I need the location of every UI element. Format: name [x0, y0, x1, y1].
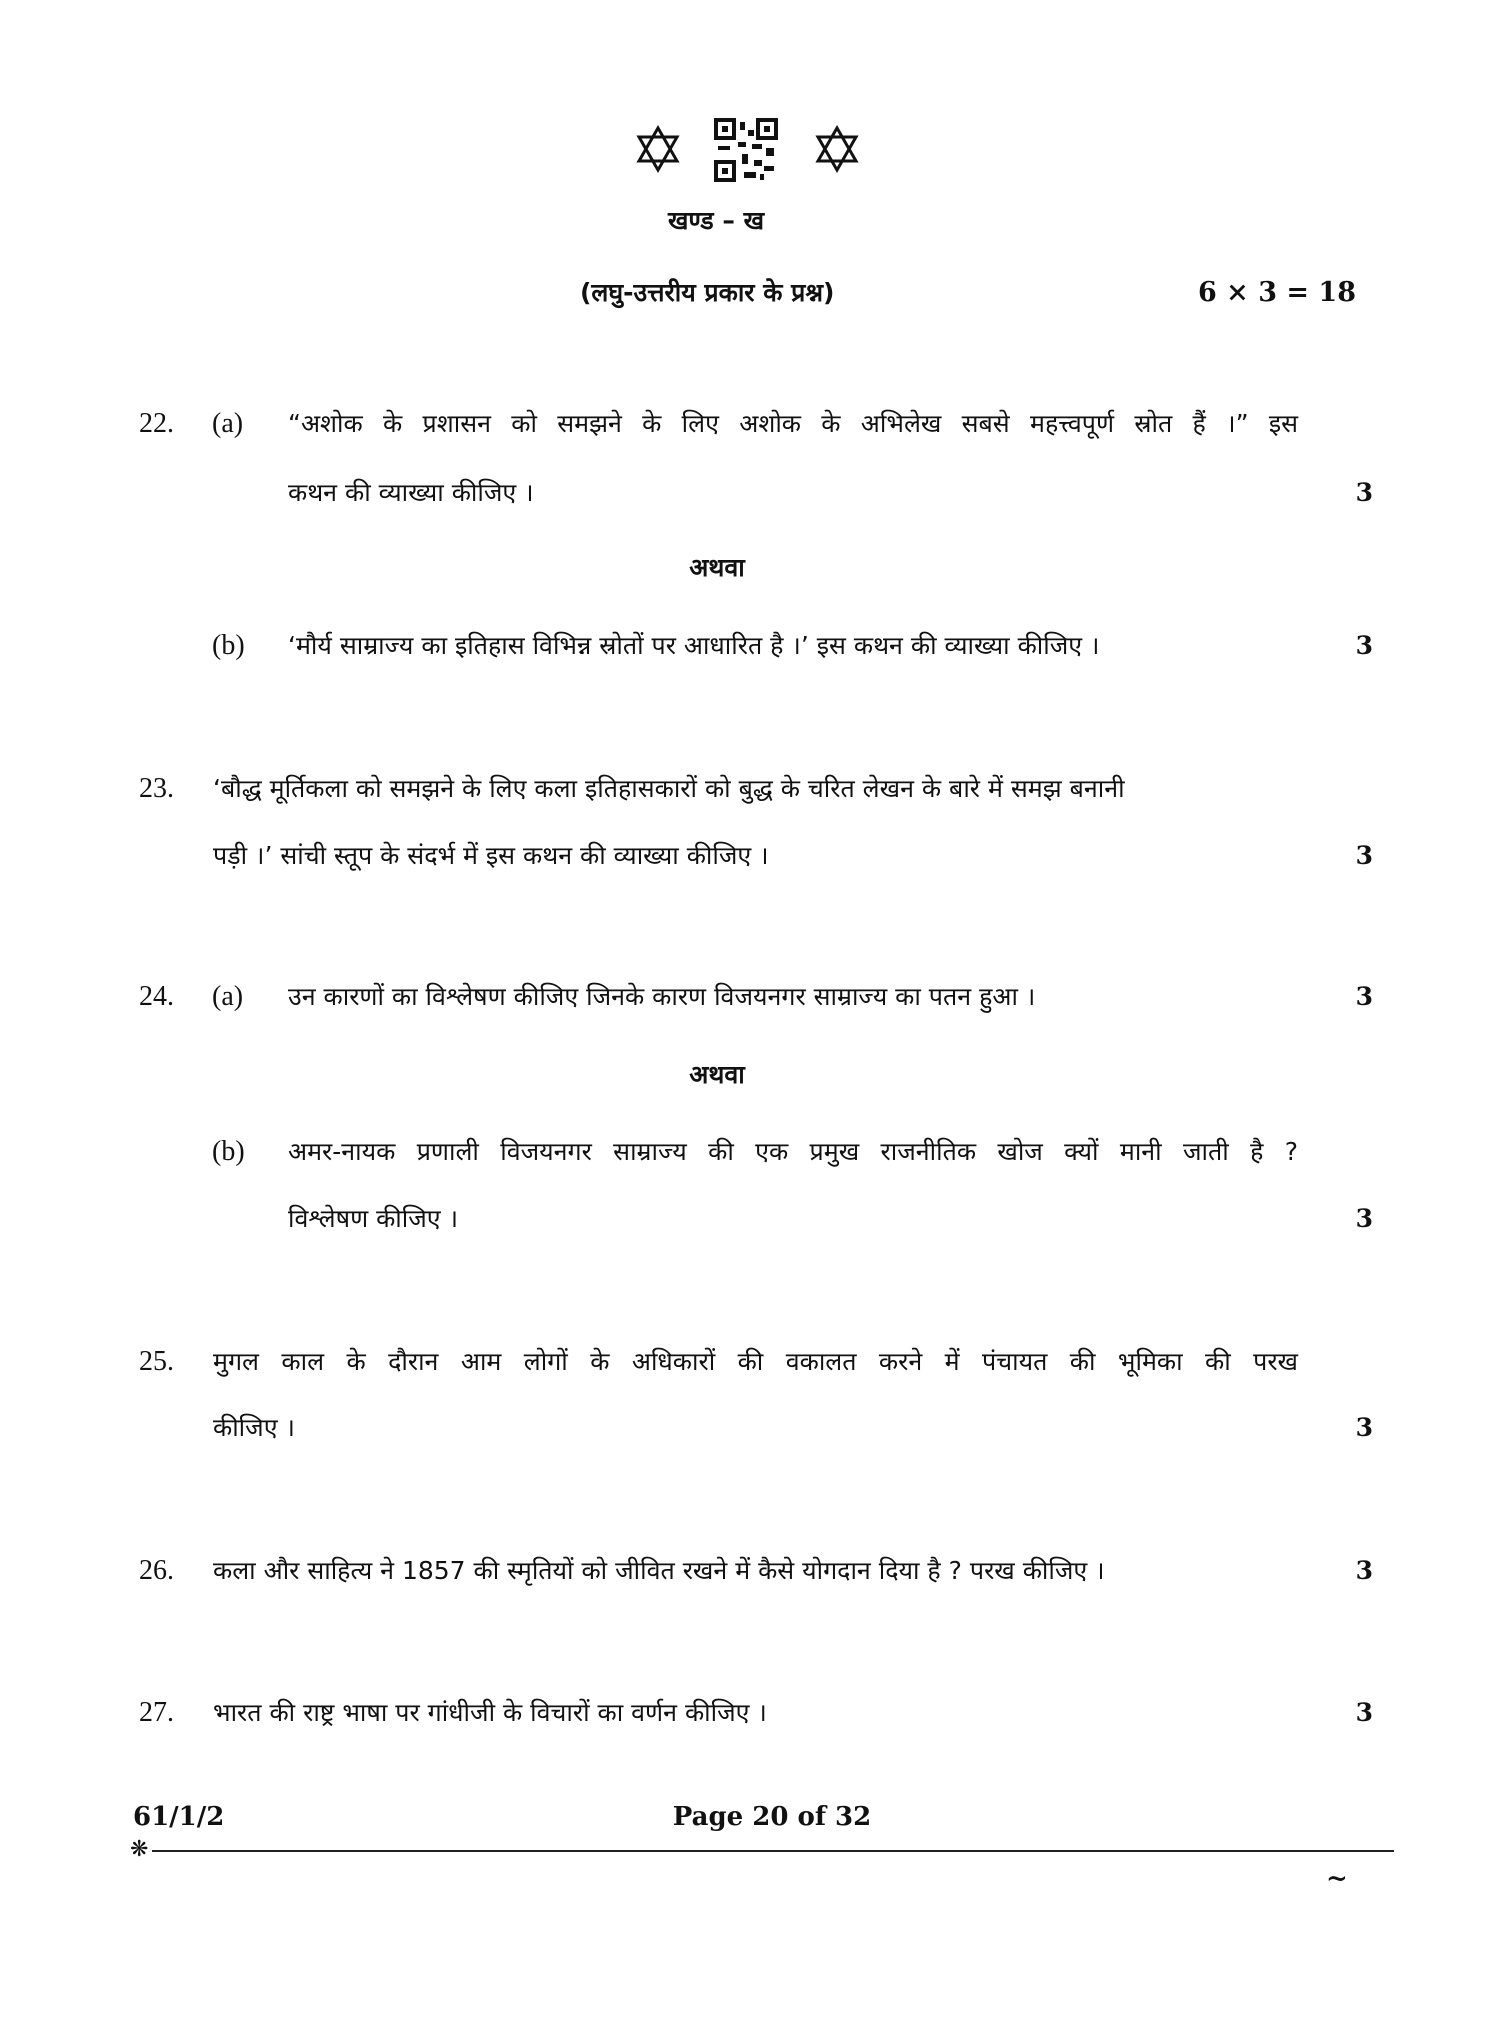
page-number: Page 20 of 32 — [672, 1802, 872, 1832]
or-divider: अथवा — [689, 1060, 745, 1089]
footer-rule — [152, 1850, 1394, 1852]
star-of-david-icon — [636, 125, 680, 173]
question-marks: 3 — [1355, 1556, 1373, 1585]
part-label: (b) — [212, 1136, 245, 1167]
question-text: पड़ी ।’ सांची स्तूप के संदर्भ में इस कथन की व्याख्या कीजिए । — [213, 841, 769, 870]
question-text: कथन की व्याख्या कीजिए । — [288, 478, 534, 507]
question-marks: 3 — [1355, 841, 1373, 870]
question-number: 24. — [139, 981, 174, 1012]
section-subtitle: (लघु-उत्तरीय प्रकार के प्रश्न) — [580, 278, 835, 307]
question-text: कला और साहित्य ने 1857 की स्मृतियों को जीवित रखने में कैसे योगदान दिया है ? परख कीजिए । — [213, 1556, 1105, 1585]
question-marks: 3 — [1355, 982, 1373, 1011]
question-text: ‘मौर्य साम्राज्य का इतिहास विभिन्न स्रोतों पर आधारित है ।’ इस कथन की व्याख्या कीजिए । — [288, 631, 1100, 660]
flower-ornament-icon: ❋ — [130, 1837, 149, 1862]
question-number: 23. — [139, 773, 174, 804]
part-label: (a) — [212, 408, 244, 439]
section-marks: 6 × 3 = 18 — [1198, 277, 1356, 308]
question-marks: 3 — [1355, 1204, 1373, 1233]
or-divider: अथवा — [689, 553, 745, 582]
question-number: 25. — [139, 1346, 174, 1377]
question-text: अमर-नायक प्रणाली विजयनगर साम्राज्य की एक प्रमुख राजनीतिक खोज क्यों मानी जाती है ? — [288, 1137, 1298, 1166]
qr-code-icon — [714, 118, 778, 182]
question-marks: 3 — [1355, 631, 1373, 660]
question-text: “अशोक के प्रशासन को समझने के लिए अशोक के अभिलेख सबसे महत्त्वपूर्ण स्रोत हैं ।” इस — [288, 409, 1298, 438]
question-text: भारत की राष्ट्र भाषा पर गांधीजी के विचारों का वर्णन कीजिए । — [213, 1698, 767, 1727]
question-marks: 3 — [1355, 478, 1373, 507]
question-number: 22. — [139, 408, 174, 439]
paper-code: 61/1/2 — [133, 1802, 225, 1832]
question-text: मुगल काल के दौरान आम लोगों के अधिकारों की वकालत करने में पंचायत की भूमिका की परख — [213, 1347, 1298, 1376]
question-text: उन कारणों का विश्लेषण कीजिए जिनके कारण विजयनगर साम्राज्य का पतन हुआ । — [288, 982, 1036, 1011]
question-text: ‘बौद्ध मूर्तिकला को समझने के लिए कला इतिहासकारों को बुद्ध के चरित लेखन के बारे में समझ बनानी — [213, 774, 1125, 803]
question-marks: 3 — [1355, 1413, 1373, 1442]
question-number: 26. — [139, 1555, 174, 1586]
question-text: कीजिए । — [213, 1413, 295, 1442]
part-label: (a) — [212, 981, 244, 1012]
corner-mark: ~ — [1326, 1864, 1348, 1894]
question-marks: 3 — [1355, 1698, 1373, 1727]
part-label: (b) — [212, 630, 245, 661]
star-of-david-icon — [815, 125, 859, 173]
question-text: विश्लेषण कीजिए । — [288, 1204, 459, 1233]
section-title: खण्ड – ख — [667, 206, 765, 235]
question-number: 27. — [139, 1697, 174, 1728]
